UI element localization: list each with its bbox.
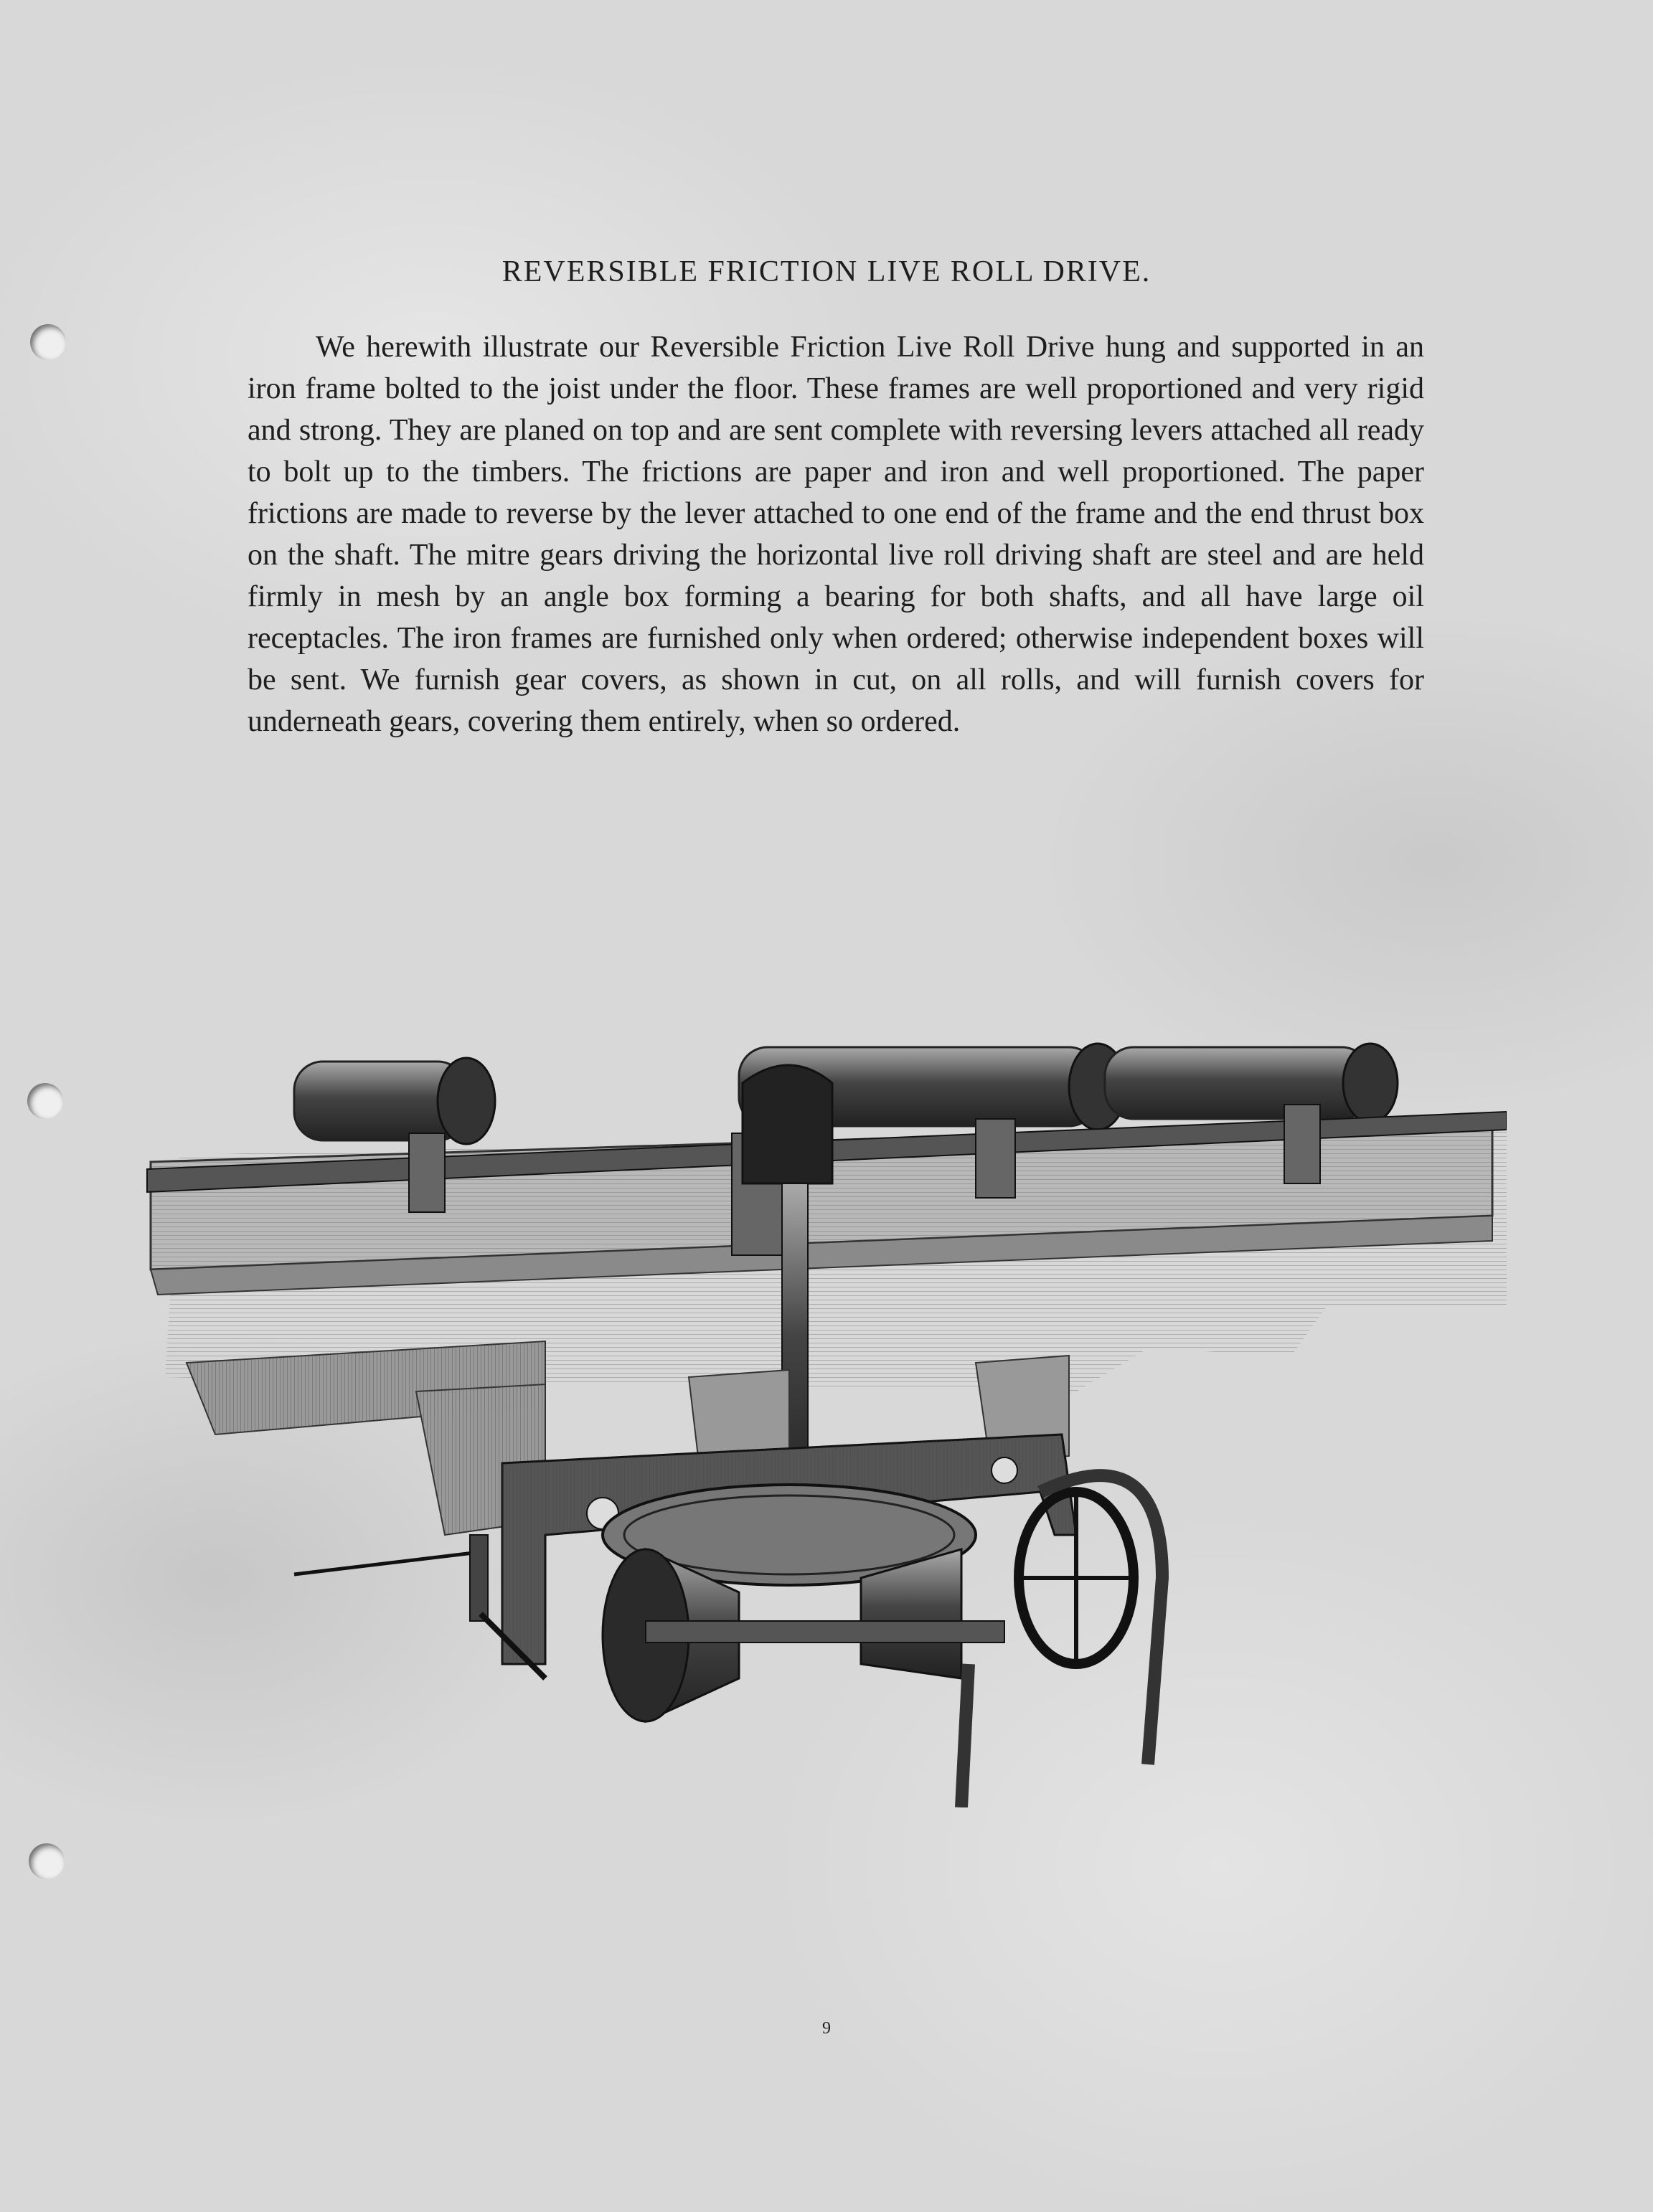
punch-hole-bottom [29,1843,65,1879]
punch-hole-middle [27,1083,63,1119]
page-number: 9 [822,2019,831,2038]
roller-right [1105,1044,1398,1122]
roller-left [294,1058,495,1144]
live-roll-drive-illustration [143,1033,1507,1807]
body-paragraph: We herewith illustrate our Reversible Friction Live Roll Drive hung and supported in an iron frame bolted to the joist under the floor. These frames are well proportioned and very rigid and strong. They are planed on top and are sent complete with reversing levers attached all ready to bolt up to the timbers. The frictions are paper and iron and well proportioned. The paper frictions are made to reverse by the lever attached to one end of the frame and the end thrust box on the shaft. The mitre gears driving the horizontal live roll driving shaft are steel and are held firmly in mesh by an angle box forming a bearing for both shafts, and all have large oil receptacles. The iron frames are furnished only when ordered; otherwise independent boxes will be sent. We furnish gear covers, as shown in cut, on all rolls, and will furnish covers for underneath gears, covering them entirely, when so ordered. [248,331,1424,738]
punch-hole-top [30,324,66,360]
page-title: REVERSIBLE FRICTION LIVE ROLL DRIVE. [501,255,1152,288]
